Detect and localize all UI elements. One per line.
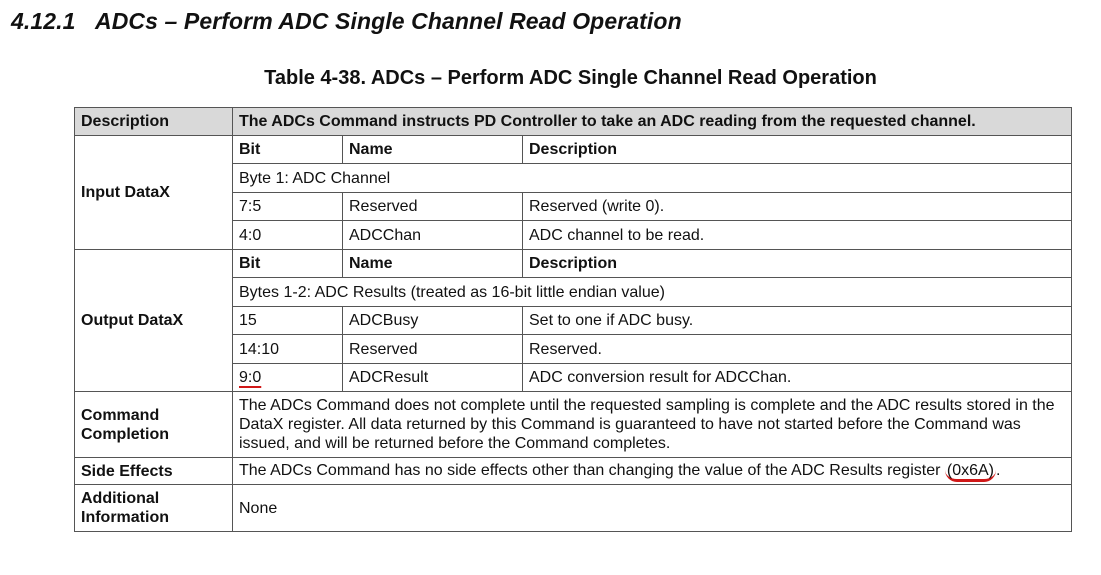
input-description-cell: ADC channel to be read. xyxy=(523,221,1072,250)
output-name-cell: Reserved xyxy=(343,335,523,364)
table-caption: Table 4-38. ADCs – Perform ADC Single Channel Read Operation xyxy=(264,67,877,89)
input-description-cell: Reserved (write 0). xyxy=(523,193,1072,221)
output-description-cell: Reserved. xyxy=(523,335,1072,364)
side-effects-label: Side Effects xyxy=(75,458,233,485)
section-number: 4.12.1 xyxy=(11,8,76,34)
additional-information-text: None xyxy=(233,485,1072,532)
side-effects-row xyxy=(75,458,1072,485)
input-bit-cell: 4:0 xyxy=(233,221,343,250)
section-title: ADCs – Perform ADC Single Channel Read Operation xyxy=(95,8,682,34)
command-completion-row xyxy=(75,392,1072,458)
description-text: The ADCs Command instructs PD Controller to take an ADC reading from the requested channel. xyxy=(233,108,1072,136)
output-header-bit: Bit xyxy=(233,250,343,278)
side-effects-cell: The ADCs Command has no side effects other than changing the value of the ADC Results register (0x6A) . xyxy=(233,458,1072,485)
command-completion-label: Command Completion xyxy=(75,392,233,458)
output-description-cell: Set to one if ADC busy. xyxy=(523,307,1072,335)
output-datax-label: Output DataX xyxy=(75,250,233,392)
output-bit-cell: 14:10 xyxy=(233,335,343,364)
input-byte-label: Byte 1: ADC Channel xyxy=(233,164,1072,193)
section-heading xyxy=(11,8,682,35)
input-bit-cell: 7:5 xyxy=(233,193,343,221)
command-completion-text: The ADCs Command does not complete until the requested sampling is complete and the ADC results stored in the DataX register. All data returned by this Command is guaranteed to have not started before the Command was issued, and will be returned before the Command completes. xyxy=(233,392,1072,458)
red-underline-annotation: 9:0 xyxy=(239,369,262,386)
output-description-cell: ADC conversion result for ADCChan. xyxy=(523,364,1072,392)
output-header-row xyxy=(75,250,1072,278)
output-bit-cell: 15 xyxy=(233,307,343,335)
output-byte-label: Bytes 1-2: ADC Results (treated as 16-bit little endian value) xyxy=(233,278,1072,307)
command-spec-table xyxy=(74,107,1072,532)
input-header-description: Description xyxy=(523,136,1072,164)
output-name-cell: ADCResult xyxy=(343,364,523,392)
description-label: Description xyxy=(75,108,233,136)
input-name-cell: Reserved xyxy=(343,193,523,221)
input-header-bit: Bit xyxy=(233,136,343,164)
red-circle-annotation: (0x6A) xyxy=(945,462,996,482)
output-name-cell: ADCBusy xyxy=(343,307,523,335)
input-name-cell: ADCChan xyxy=(343,221,523,250)
output-header-description: Description xyxy=(523,250,1072,278)
additional-information-label: Additional Information xyxy=(75,485,233,532)
input-header-row xyxy=(75,136,1072,164)
description-row xyxy=(75,108,1072,136)
input-header-name: Name xyxy=(343,136,523,164)
output-bit-cell-annotated xyxy=(233,364,343,392)
side-effects-text: The ADCs Command has no side effects other than changing the value of the ADC Results register xyxy=(239,461,941,479)
output-header-name: Name xyxy=(343,250,523,278)
additional-information-row xyxy=(75,485,1072,532)
input-datax-label: Input DataX xyxy=(75,136,233,250)
